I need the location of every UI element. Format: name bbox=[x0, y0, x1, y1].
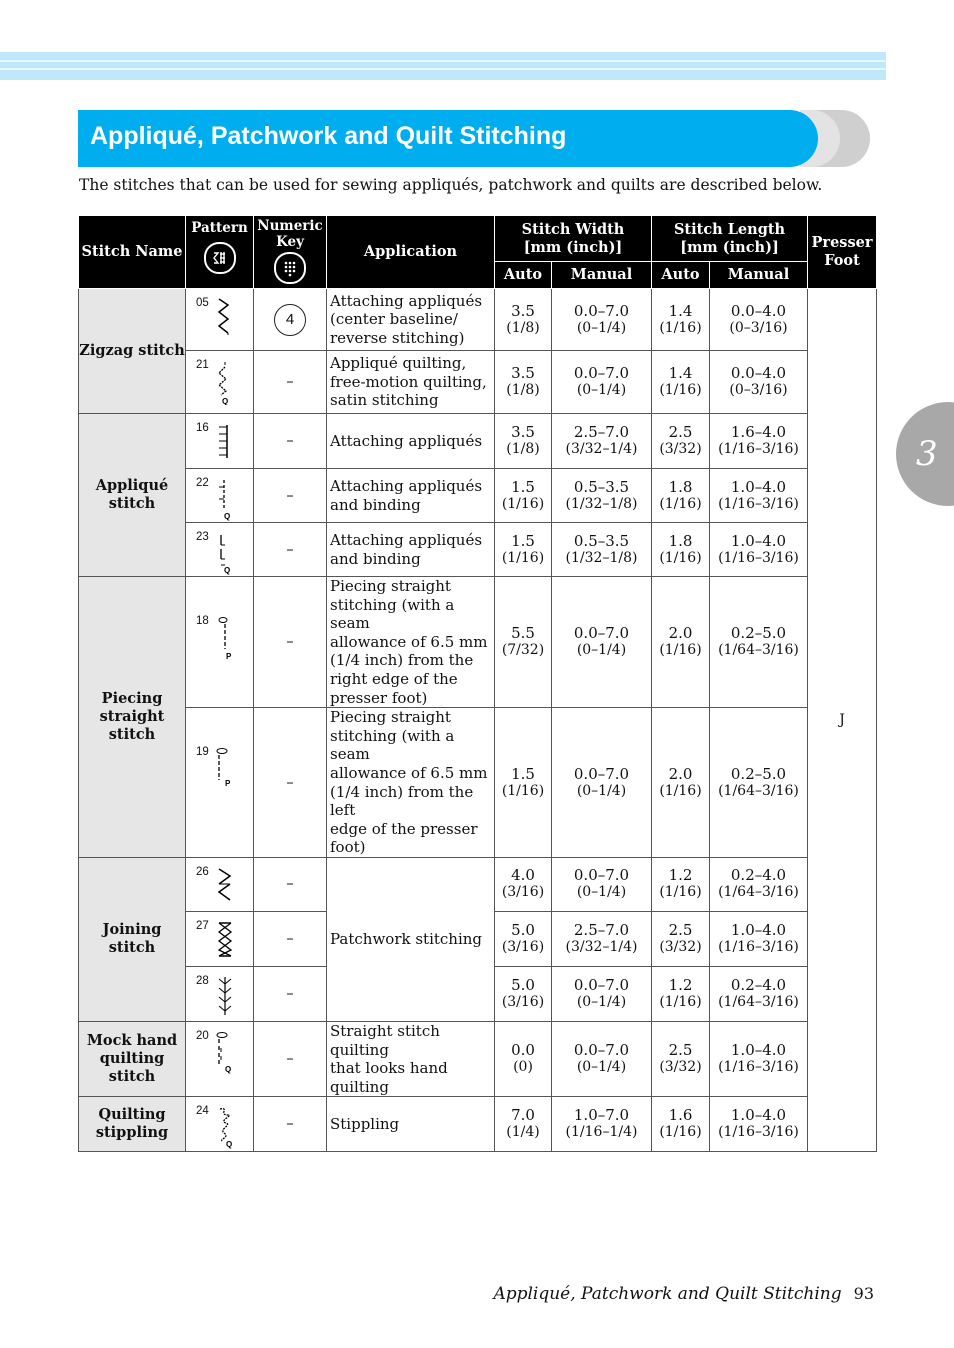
length-auto-cell: 1.2 (1/16) bbox=[652, 966, 710, 1021]
application-cell: Attaching appliqués and binding bbox=[327, 523, 495, 577]
length-auto-cell: 1.4 (1/16) bbox=[652, 351, 710, 414]
length-manual-cell: 0.0–4.0 (0–3/16) bbox=[710, 289, 808, 351]
header-stitch-length: Stitch Length [mm (inch)] bbox=[652, 216, 808, 262]
hand-quilting-stitch-icon bbox=[216, 1030, 234, 1076]
width-manual-cell: 0.5–3.5 (1/32–1/8) bbox=[552, 469, 652, 523]
numeric-key-cell: – bbox=[254, 857, 327, 911]
width-auto-cell: 3.5 (1/8) bbox=[495, 414, 552, 469]
length-auto-cell: 2.0 (1/16) bbox=[652, 708, 710, 858]
header-pattern: Pattern bbox=[186, 216, 254, 289]
pattern-cell bbox=[186, 911, 254, 966]
pattern-cell bbox=[186, 966, 254, 1021]
stitch-table bbox=[78, 215, 877, 1152]
svg-text:Q: Q bbox=[222, 397, 229, 405]
length-auto-cell: 1.8 (1/16) bbox=[652, 523, 710, 577]
length-manual-cell: 0.2–4.0 (1/64–3/16) bbox=[710, 857, 808, 911]
straight-stitch-icon bbox=[216, 746, 234, 792]
svg-text:P: P bbox=[225, 779, 231, 789]
application-cell: Straight stitch quilting that looks hand quilting bbox=[327, 1021, 495, 1096]
width-auto-cell: 5.0 (3/16) bbox=[495, 911, 552, 966]
pattern-cell bbox=[186, 1021, 254, 1096]
numeric-key-cell: – bbox=[254, 577, 327, 708]
header-stitch-width: Stitch Width [mm (inch)] bbox=[495, 216, 652, 262]
header-width-manual: Manual bbox=[552, 262, 652, 289]
width-manual-cell: 0.0–7.0 (0–1/4) bbox=[552, 857, 652, 911]
table-row bbox=[79, 351, 877, 414]
application-cell: Appliqué quilting, free-motion quilting, satin stitching bbox=[327, 351, 495, 414]
pattern-number: 16 bbox=[196, 422, 209, 434]
length-manual-cell: 1.6–4.0 (1/16–3/16) bbox=[710, 414, 808, 469]
width-manual-cell: 0.0–7.0 (0–1/4) bbox=[552, 351, 652, 414]
header-application: Application bbox=[327, 216, 495, 289]
svg-text:P: P bbox=[226, 652, 232, 661]
table-row bbox=[79, 523, 877, 577]
application-cell: Piecing straight stitching (with a seam allowance of 6.5 mm (1/4 inch) from the right edge of the presser foot) bbox=[327, 577, 495, 708]
stitch-name-applique: Appliqué stitch bbox=[79, 414, 186, 577]
pattern-cell bbox=[186, 577, 254, 708]
pattern-cell bbox=[186, 469, 254, 523]
svg-text:Q: Q bbox=[226, 1140, 233, 1150]
length-manual-cell: 0.2–5.0 (1/64–3/16) bbox=[710, 708, 808, 858]
blanket-stitch-icon bbox=[216, 422, 232, 462]
width-auto-cell: 3.5 (1/8) bbox=[495, 289, 552, 351]
table-row bbox=[79, 577, 877, 708]
pattern-cell bbox=[186, 857, 254, 911]
applique-quilt-stitch-icon bbox=[216, 477, 234, 521]
application-cell: Patchwork stitching bbox=[327, 857, 495, 1021]
feather-stitch-icon bbox=[216, 975, 234, 1017]
stitch-name-piecing: Piecing straight stitch bbox=[79, 577, 186, 858]
stitch-name-mock-hand: Mock hand quilting stitch bbox=[79, 1021, 186, 1096]
numeric-key-cell: – bbox=[254, 708, 327, 858]
pattern-number: 27 bbox=[196, 919, 209, 932]
table-row bbox=[79, 469, 877, 523]
application-cell: Stippling bbox=[327, 1097, 495, 1152]
numeric-key-cell bbox=[254, 289, 327, 351]
length-auto-cell: 2.5 (3/32) bbox=[652, 1021, 710, 1096]
width-auto-cell: 0.0 (0) bbox=[495, 1021, 552, 1096]
page-number: 93 bbox=[853, 1284, 874, 1303]
numeric-key-cell: – bbox=[254, 1097, 327, 1152]
length-auto-cell: 2.5 (3/32) bbox=[652, 414, 710, 469]
pattern-cell bbox=[186, 708, 254, 858]
table-row bbox=[79, 414, 877, 469]
numeric-key-cell: – bbox=[254, 911, 327, 966]
width-manual-cell: 2.5–7.0 (3/32–1/4) bbox=[552, 911, 652, 966]
pattern-number: 23 bbox=[196, 531, 209, 543]
length-manual-cell: 0.2–4.0 (1/64–3/16) bbox=[710, 966, 808, 1021]
header-width-auto: Auto bbox=[495, 262, 552, 289]
length-manual-cell: 0.2–5.0 (1/64–3/16) bbox=[710, 577, 808, 708]
pattern-number: 18 bbox=[196, 615, 209, 627]
pattern-number: 26 bbox=[196, 865, 209, 878]
svg-text:Q: Q bbox=[224, 512, 231, 521]
straight-stitch-icon bbox=[216, 615, 234, 661]
pattern-number: 20 bbox=[196, 1029, 209, 1042]
header-numeric-key: Numeric Key bbox=[254, 216, 327, 289]
stitch-name-zigzag: Zigzag stitch bbox=[79, 289, 186, 414]
footer-section: Appliqué, Patchwork and Quilt Stitching bbox=[493, 1284, 842, 1304]
joining-stitch-icon bbox=[216, 866, 234, 906]
length-manual-cell: 1.0–4.0 (1/16–3/16) bbox=[710, 469, 808, 523]
width-manual-cell: 0.0–7.0 (0–1/4) bbox=[552, 708, 652, 858]
numeric-key-cell: – bbox=[254, 469, 327, 523]
width-manual-cell: 0.0–7.0 (0–1/4) bbox=[552, 577, 652, 708]
pattern-number: 24 bbox=[196, 1105, 209, 1118]
width-manual-cell: 1.0–7.0 (1/16–1/4) bbox=[552, 1097, 652, 1152]
pattern-cell bbox=[186, 414, 254, 469]
header-length-manual: Manual bbox=[710, 262, 808, 289]
header-length-auto: Auto bbox=[652, 262, 710, 289]
application-cell: Attaching appliqués (center baseline/ reverse stitching) bbox=[327, 289, 495, 351]
length-manual-cell: 0.0–4.0 (0–3/16) bbox=[710, 351, 808, 414]
numeric-key-icon bbox=[274, 252, 306, 284]
pattern-cell bbox=[186, 289, 254, 351]
header-stitch-name: Stitch Name bbox=[79, 216, 186, 289]
page-title: Appliqué, Patchwork and Quilt Stitching bbox=[90, 122, 567, 150]
width-auto-cell: 3.5 (1/8) bbox=[495, 351, 552, 414]
length-auto-cell: 2.5 (3/32) bbox=[652, 911, 710, 966]
width-auto-cell: 1.5 (1/16) bbox=[495, 708, 552, 858]
length-auto-cell: 1.4 (1/16) bbox=[652, 289, 710, 351]
table-row bbox=[79, 289, 877, 351]
pattern-cell bbox=[186, 1097, 254, 1152]
pattern-number: 28 bbox=[196, 974, 209, 987]
width-auto-cell: 7.0 (1/4) bbox=[495, 1097, 552, 1152]
stippling-stitch-icon bbox=[216, 1105, 236, 1149]
header-band bbox=[0, 52, 886, 80]
numeric-key-cell: – bbox=[254, 414, 327, 469]
zigzag-quilt-stitch-icon bbox=[216, 359, 232, 405]
length-manual-cell: 1.0–4.0 (1/16–3/16) bbox=[710, 911, 808, 966]
pattern-cell bbox=[186, 523, 254, 577]
svg-text:Q: Q bbox=[225, 1064, 232, 1074]
stitch-name-joining: Joining stitch bbox=[79, 857, 186, 1021]
header-presser-foot: Presser Foot bbox=[808, 216, 877, 289]
application-cell: Piecing straight stitching (with a seam allowance of 6.5 mm (1/4 inch) from the left edge of the presser foot) bbox=[327, 708, 495, 858]
page-footer bbox=[493, 1284, 874, 1304]
pattern-number: 05 bbox=[196, 297, 209, 309]
pattern-cell bbox=[186, 351, 254, 414]
table-row bbox=[79, 857, 877, 911]
length-manual-cell: 1.0–4.0 (1/16–3/16) bbox=[710, 1021, 808, 1096]
pattern-key-icon bbox=[204, 242, 236, 274]
length-manual-cell: 1.0–4.0 (1/16–3/16) bbox=[710, 1097, 808, 1152]
width-auto-cell: 5.0 (3/16) bbox=[495, 966, 552, 1021]
chapter-number: 3 bbox=[916, 434, 938, 474]
numeric-key-cell: – bbox=[254, 1021, 327, 1096]
pattern-number: 19 bbox=[196, 746, 209, 759]
pattern-number: 22 bbox=[196, 477, 209, 489]
stitch-name-quilting-stippling: Quilting stippling bbox=[79, 1097, 186, 1152]
width-auto-cell: 1.5 (1/16) bbox=[495, 523, 552, 577]
table-row bbox=[79, 708, 877, 858]
width-manual-cell: 0.0–7.0 (0–1/4) bbox=[552, 289, 652, 351]
application-cell: Attaching appliqués bbox=[327, 414, 495, 469]
width-auto-cell: 1.5 (1/16) bbox=[495, 469, 552, 523]
zigzag-stitch-icon bbox=[216, 297, 232, 339]
width-manual-cell: 0.0–7.0 (0–1/4) bbox=[552, 1021, 652, 1096]
numeric-key-cell: – bbox=[254, 351, 327, 414]
length-auto-cell: 1.2 (1/16) bbox=[652, 857, 710, 911]
width-auto-cell: 4.0 (3/16) bbox=[495, 857, 552, 911]
length-auto-cell: 1.8 (1/16) bbox=[652, 469, 710, 523]
length-manual-cell: 1.0–4.0 (1/16–3/16) bbox=[710, 523, 808, 577]
applique-quilt-stitch-icon bbox=[216, 531, 234, 575]
pattern-number: 21 bbox=[196, 359, 209, 371]
application-cell: Attaching appliqués and binding bbox=[327, 469, 495, 523]
presser-foot-cell: J bbox=[808, 289, 877, 1152]
numeric-key-badge: 4 bbox=[274, 304, 306, 336]
numeric-key-cell: – bbox=[254, 523, 327, 577]
width-manual-cell: 0.5–3.5 (1/32–1/8) bbox=[552, 523, 652, 577]
joining-stitch-icon bbox=[216, 920, 234, 960]
intro-text: The stitches that can be used for sewing appliqués, patchwork and quilts are described below. bbox=[79, 176, 823, 194]
length-auto-cell: 1.6 (1/16) bbox=[652, 1097, 710, 1152]
svg-text:Q: Q bbox=[224, 566, 231, 575]
length-auto-cell: 2.0 (1/16) bbox=[652, 577, 710, 708]
width-manual-cell: 0.0–7.0 (0–1/4) bbox=[552, 966, 652, 1021]
table-row bbox=[79, 1021, 877, 1096]
table-row bbox=[79, 1097, 877, 1152]
width-manual-cell: 2.5–7.0 (3/32–1/4) bbox=[552, 414, 652, 469]
width-auto-cell: 5.5 (7/32) bbox=[495, 577, 552, 708]
numeric-key-cell: – bbox=[254, 966, 327, 1021]
